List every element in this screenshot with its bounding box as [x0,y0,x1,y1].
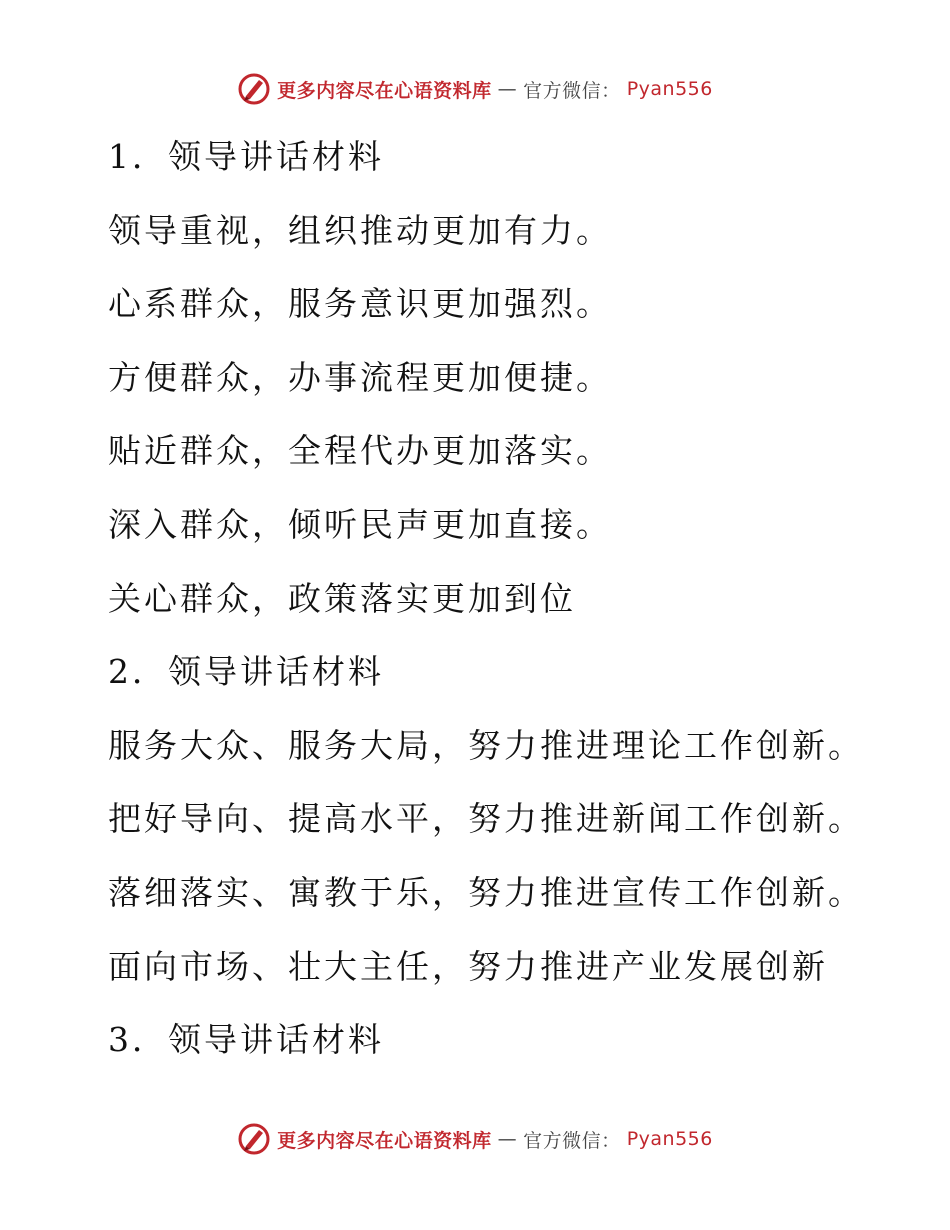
watermark-handle: Pyan556 [626,1128,713,1150]
watermark-separator: — [497,78,518,100]
watermark-main-text: 更多内容尽在心语资料库 [277,79,492,102]
body-line: 落细落实、寓教于乐，努力推进宣传工作创新。 [108,872,864,912]
watermark-main-text: 更多内容尽在心语资料库 [277,1129,492,1152]
body-line: 关心群众，政策落实更加到位 [108,578,576,618]
body-line: 方便群众，办事流程更加便捷。 [108,357,612,397]
section-heading-3: 3．领导讲话材料 [108,1020,384,1060]
footer-watermark [0,1122,950,1156]
pen-logo-icon [237,1122,271,1156]
body-line: 深入群众，倾听民声更加直接。 [108,504,612,544]
body-line: 心系群众，服务意识更加强烈。 [108,284,612,324]
watermark-suffix-text: 官方微信： [523,79,621,102]
watermark-suffix-text: 官方微信： [523,1129,621,1152]
header-watermark [0,72,950,106]
body-line: 服务大众、服务大局，努力推进理论工作创新。 [108,725,864,765]
body-line: 领导重视，组织推动更加有力。 [108,210,612,250]
watermark-separator: — [497,1128,518,1150]
section-heading-1: 1．领导讲话材料 [108,137,384,176]
pen-logo-icon [237,72,271,106]
body-line: 面向市场、壮大主任，努力推进产业发展创新 [108,946,828,986]
watermark-handle: Pyan556 [626,78,713,100]
body-line: 贴近群众，全程代办更加落实。 [108,431,612,471]
document-body [108,120,908,1077]
section-heading-2: 2．领导讲话材料 [108,652,384,692]
body-line: 把好导向、提高水平，努力推进新闻工作创新。 [108,799,864,839]
